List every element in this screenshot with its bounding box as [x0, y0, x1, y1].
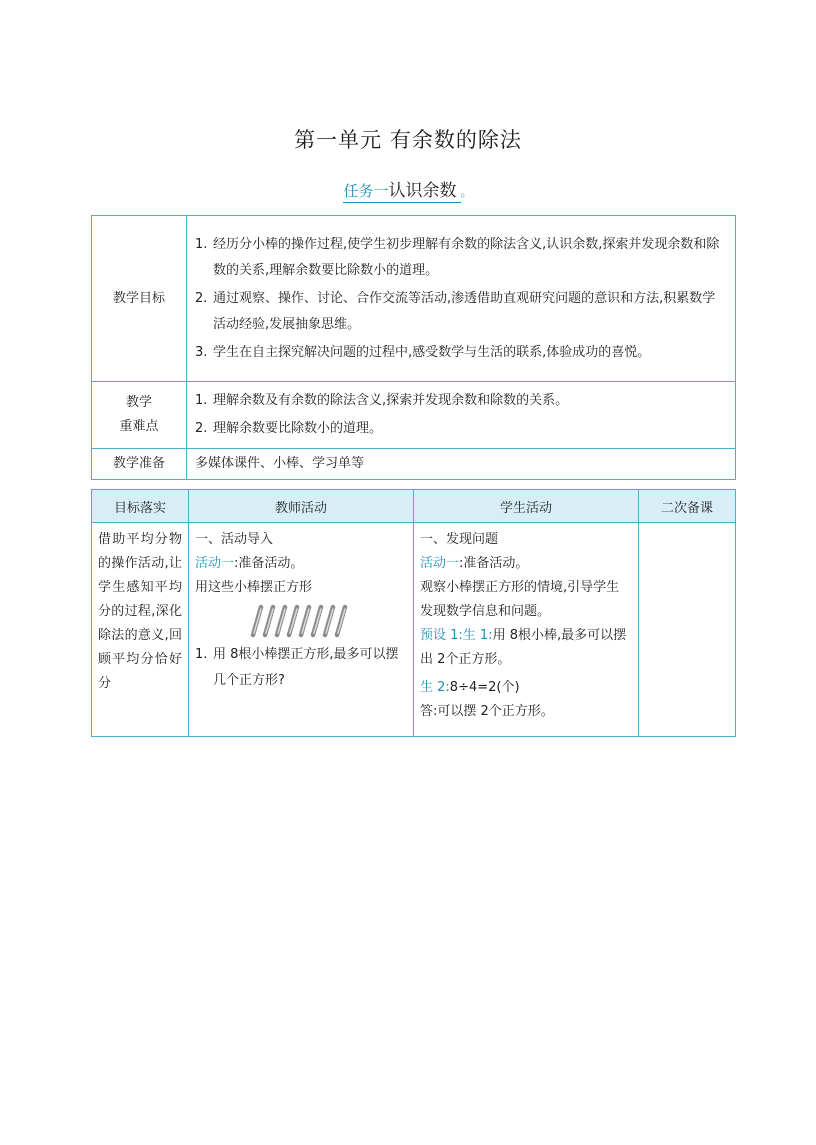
- activity-table: [91, 489, 736, 737]
- student-section: 一、发现问题: [420, 532, 499, 547]
- teacher-activity: [195, 552, 407, 576]
- preset-rest: 用 8根小棒,最多可以摆出 2个正方形。: [420, 628, 627, 667]
- info-table: [91, 215, 736, 480]
- teacher-activity-prefix: 活动一: [195, 556, 235, 571]
- student-activity: [420, 552, 632, 576]
- goals-label: 教学目标: [92, 216, 187, 382]
- subtitle-main: 认识余数: [388, 181, 457, 201]
- student-cell: [414, 523, 639, 737]
- teacher-question: [195, 642, 407, 694]
- goal-cell: 借助平均分物的操作活动,让学生感知平均分的过程,深化除法的意义,回顾平均分恰好分: [92, 523, 189, 737]
- s2-rest: 8÷4=2(个): [449, 680, 520, 695]
- subtitle-underline: [343, 181, 460, 203]
- key-points-cell: [187, 382, 736, 449]
- student-preset: [420, 624, 632, 672]
- goals-cell: [187, 216, 736, 382]
- preset-prefix: 预设 1:生 1:: [420, 628, 493, 643]
- goal-item: [195, 232, 727, 284]
- key-label-line2: 重难点: [119, 419, 159, 434]
- teacher-activity-rest: :准备活动。: [234, 556, 304, 571]
- header-goal: 目标落实: [92, 490, 189, 523]
- student-activity-prefix: 活动一: [420, 556, 460, 571]
- subtitle-prefix: 任务一: [343, 182, 389, 200]
- teacher-cell: [189, 523, 414, 737]
- key-point-item: [195, 416, 727, 442]
- student-observe: 观察小棒摆正方形的情境,引导学生发现数学信息和问题。: [420, 580, 620, 619]
- document-title: 第一单元 有余数的除法: [294, 128, 522, 152]
- subtitle-dot: 。: [460, 185, 473, 199]
- header-student: 学生活动: [414, 490, 639, 523]
- goal-text: 学生在自主探究解决问题的过程中,感受数学与生活的联系,体验成功的喜悦。: [213, 344, 651, 360]
- goal-item: [195, 286, 727, 338]
- goal-number: 1.: [195, 236, 208, 252]
- notes-cell: [639, 523, 736, 737]
- question-text: 用 8根小棒摆正方形,最多可以摆几个正方形?: [213, 647, 399, 688]
- student-two: [420, 676, 632, 700]
- s2-prefix: 生 2:: [420, 680, 450, 695]
- key-point-text: 理解余数要比除数小的道理。: [213, 421, 383, 436]
- student-activity-rest: :准备活动。: [459, 556, 529, 571]
- question-number: 1.: [195, 647, 208, 662]
- key-point-item: [195, 388, 727, 414]
- teacher-prompt: 用这些小棒摆正方形: [195, 580, 313, 595]
- key-point-number: 2.: [195, 421, 208, 436]
- prep-label: 教学准备: [92, 449, 187, 480]
- header-teacher: 教师活动: [189, 490, 414, 523]
- goal-item: [195, 340, 727, 366]
- key-points-label: [92, 382, 187, 449]
- goal-text: 通过观察、操作、讨论、合作交流等活动,渗透借助直观研究问题的意识和方法,积累数学活动经验,发展抽象思维。: [213, 290, 716, 332]
- key-label-line1: 教学: [125, 395, 152, 410]
- task-subtitle: [0, 176, 816, 201]
- header-notes: 二次备课: [639, 490, 736, 523]
- teacher-section: 一、活动导入: [195, 532, 274, 547]
- student-answer: 答:可以摆 2个正方形。: [420, 704, 554, 719]
- prep-text: 多媒体课件、小棒、学习单等: [187, 449, 736, 480]
- goal-text: 经历分小棒的操作过程,使学生初步理解有余数的除法含义,认识余数,探索并发现余数和除数的关系,理解余数要比除数小的道理。: [213, 236, 720, 278]
- goal-number: 3.: [195, 344, 208, 360]
- key-point-text: 理解余数及有余数的除法含义,探索并发现余数和除数的关系。: [213, 393, 569, 408]
- key-point-number: 1.: [195, 393, 208, 408]
- sticks-illustration: [243, 604, 355, 638]
- goal-number: 2.: [195, 290, 208, 306]
